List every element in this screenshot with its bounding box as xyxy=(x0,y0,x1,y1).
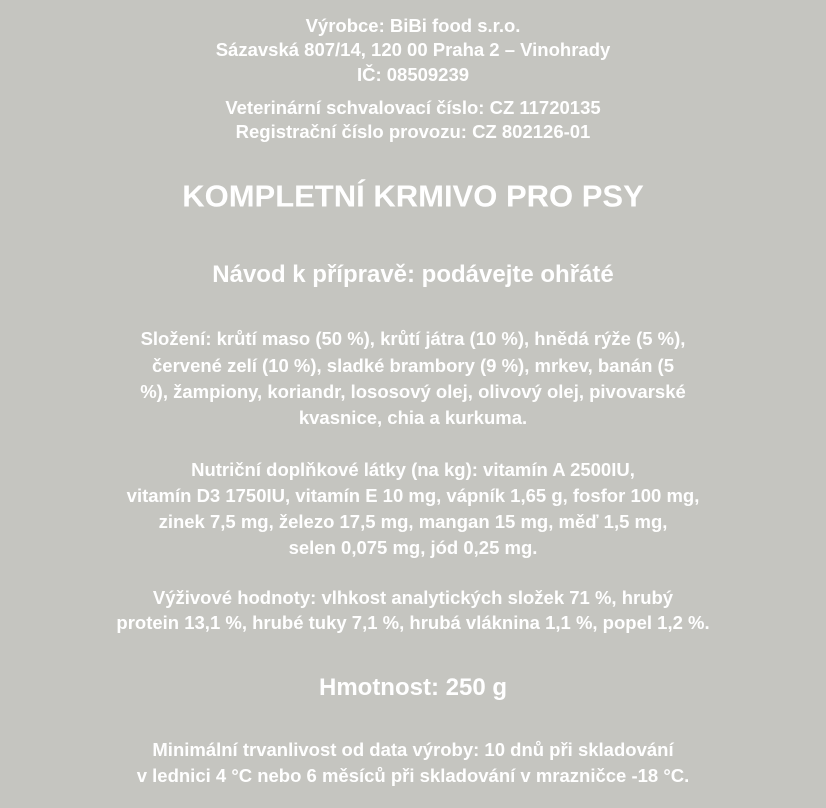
weight: Hmotnost: 250 g xyxy=(318,674,507,701)
additives-line: Nutriční doplňkové látky (na kg): vitamín A 2500IU, xyxy=(191,458,635,480)
additives-line: vitamín D3 1750IU, vitamín E 10 mg, vápník 1,65 g, fosfor 100 mg, xyxy=(126,484,700,506)
additives-line: zinek 7,5 mg, železo 17,5 mg, mangan 15 mg, měď 1,5 mg, xyxy=(158,510,668,532)
vet-number: Veterinární schvalovací číslo: CZ 11720135 xyxy=(225,96,601,118)
manufacturer-address: Sázavská 807/14, 120 00 Praha 2 – Vinohrady xyxy=(215,38,611,60)
composition-line: kvasnice, chia a kurkuma. xyxy=(298,406,528,428)
reg-number: Registrační číslo provozu: CZ 802126-01 xyxy=(235,120,591,142)
composition-line: červené zelí (10 %), sladké brambory (9 %), mrkev, banán (5 xyxy=(152,354,674,376)
shelf-life-line: Minimální trvanlivost od data výroby: 10 dnů při skladování xyxy=(152,738,674,760)
preparation-instructions: Návod k přípravě: podávejte ohřáté xyxy=(212,261,614,288)
manufacturer-ic: IČ: 08509239 xyxy=(356,63,470,85)
nutrition-line: protein 13,1 %, hrubé tuky 7,1 %, hrubá vláknina 1,1 %, popel 1,2 %. xyxy=(116,611,710,633)
product-title: KOMPLETNÍ KRMIVO PRO PSY xyxy=(182,178,644,214)
shelf-life-line: v lednici 4 °C nebo 6 měsíců při skladování v mrazničce -18 °C. xyxy=(136,764,690,786)
composition-line: Složení: krůtí maso (50 %), krůtí játra (10 %), hnědá rýže (5 %), xyxy=(140,327,686,349)
nutrition-line: Výživové hodnoty: vlhkost analytických složek 71 %, hrubý xyxy=(152,586,674,608)
additives-line: selen 0,075 mg, jód 0,25 mg. xyxy=(288,536,538,558)
manufacturer-name: Výrobce: BiBi food s.r.o. xyxy=(305,14,521,36)
composition-line: %), žampiony, koriandr, lososový olej, olivový olej, pivovarské xyxy=(140,380,686,402)
